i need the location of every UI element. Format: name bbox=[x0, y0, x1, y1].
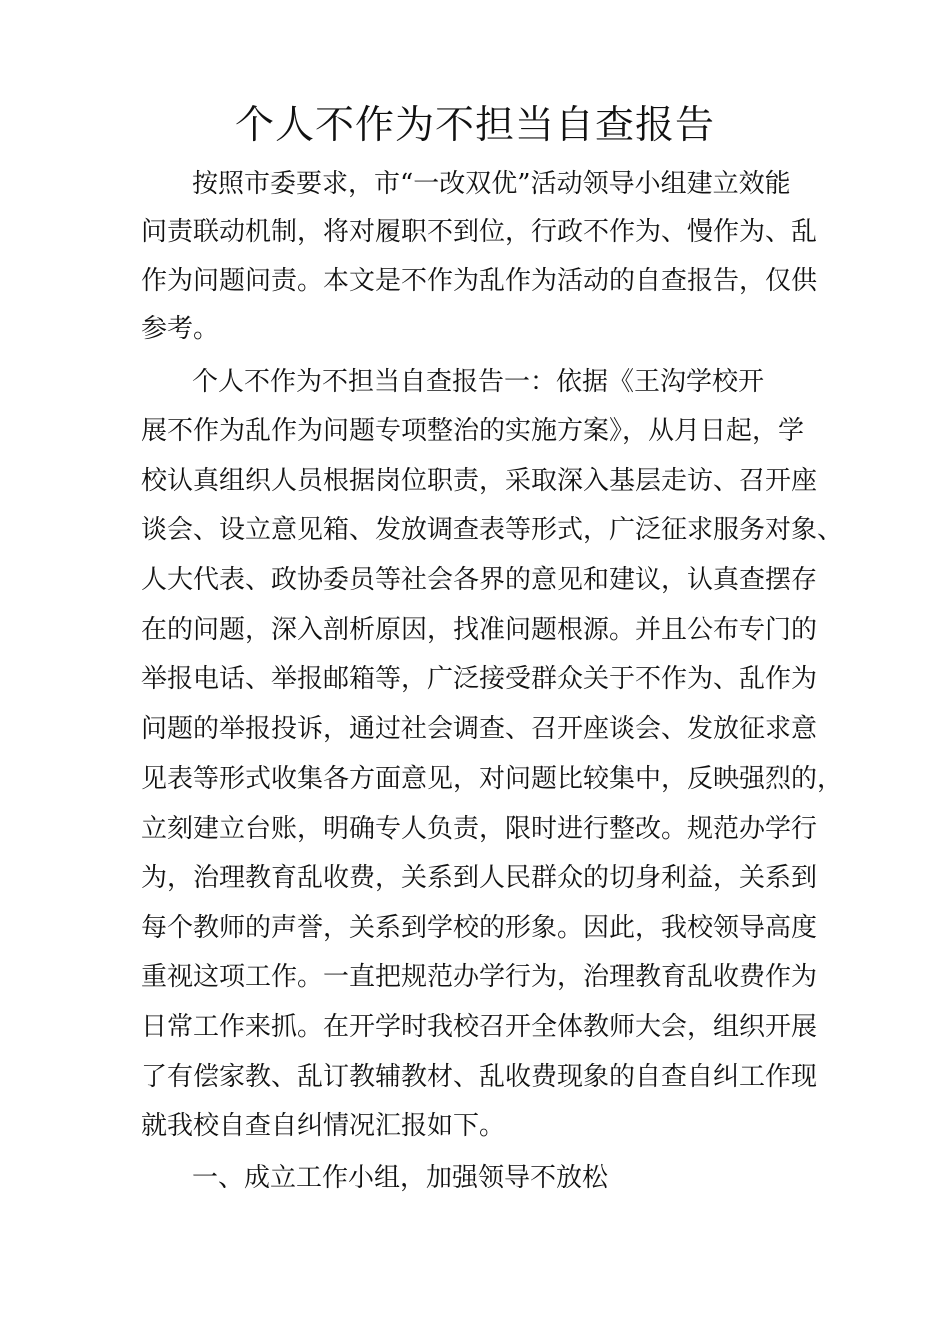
text-line: 作为问题问责。本文是不作为乱作为活动的自查报告，仅供 bbox=[141, 266, 818, 296]
text-line: 展不作为乱作为问题专项整治的实施方案》，从月日起，学 bbox=[141, 416, 805, 446]
text-line: 了有偿家教、乱订教辅教材、乱收费现象的自查自纠工作现 bbox=[141, 1062, 818, 1092]
text-line: 为，治理教育乱收费，关系到人民群众的切身利益，关系到 bbox=[141, 863, 818, 893]
text-line: 立刻建立台账，明确专人负责，限时进行整改。规范办学行 bbox=[141, 814, 818, 844]
section-heading: 一、成立工作小组，加强领导不放松 bbox=[192, 1163, 609, 1193]
text-line: 个人不作为不担当自查报告一：依据《王沟学校开 bbox=[192, 367, 765, 397]
text-line: 人大代表、政协委员等社会各界的意见和建议，认真查摆存 bbox=[141, 565, 818, 595]
text-line: 每个教师的声誉，关系到学校的形象。因此，我校领导高度 bbox=[141, 913, 818, 943]
text-line: 举报电话、举报邮箱等，广泛接受群众关于不作为、乱作为 bbox=[141, 664, 818, 694]
text-line: 问题的举报投诉，通过社会调查、召开座谈会、发放征求意 bbox=[141, 714, 818, 744]
text-line: 谈会、设立意见箱、发放调查表等形式，广泛征求服务对象、 bbox=[141, 515, 844, 545]
text-line: 参考。 bbox=[141, 314, 220, 344]
text-line: 问责联动机制，将对履职不到位，行政不作为、慢作为、乱 bbox=[141, 217, 818, 247]
document-title: 个人不作为不担当自查报告 bbox=[234, 103, 715, 148]
text-line: 重视这项工作。一直把规范办学行为，治理教育乱收费作为 bbox=[141, 962, 818, 992]
text-line: 日常工作来抓。在开学时我校召开全体教师大会，组织开展 bbox=[141, 1012, 818, 1042]
text-line: 就我校自查自纠情况汇报如下。 bbox=[141, 1111, 506, 1141]
text-line: 见表等形式收集各方面意见，对问题比较集中，反映强烈的， bbox=[141, 764, 844, 794]
text-line: 在的问题，深入剖析原因，找准问题根源。并且公布专门的 bbox=[141, 615, 818, 645]
text-line: 按照市委要求，市“一改双优”活动领导小组建立效能 bbox=[192, 169, 791, 199]
text-line: 校认真组织人员根据岗位职责，采取深入基层走访、召开座 bbox=[141, 466, 818, 496]
